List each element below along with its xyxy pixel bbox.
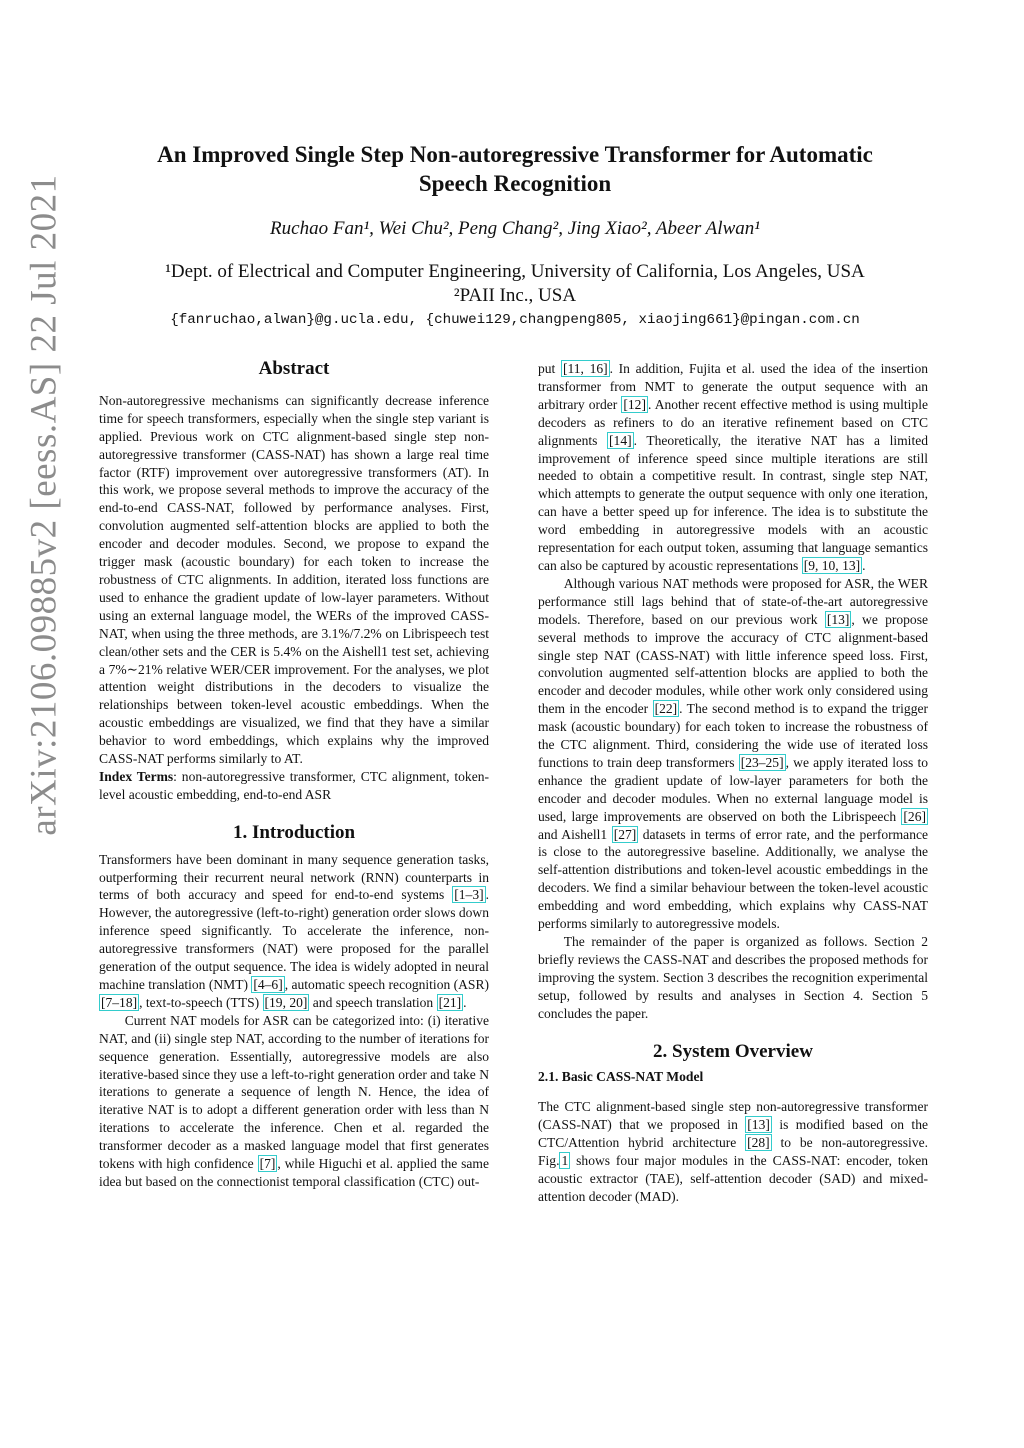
arxiv-id: arXiv:2106.09885v2 [eess.AS] 22 Jul 2021 <box>23 174 65 836</box>
authors: Ruchao Fan¹, Wei Chu², Peng Chang², Jing Xiao², Abeer Alwan¹ <box>270 218 760 239</box>
citation-link[interactable]: [13] <box>747 1117 770 1133</box>
citation-link[interactable]: [14] <box>609 432 632 448</box>
text-span: . However, the autoregressive (left-to-right) generation order slows down inference speed significantly. To accelerate the inference, non-autoregressive transformers (NAT) were proposed for the parallel generation of the output sequence. The idea is widely adopted in neural machine translation (NMT) <box>99 887 489 992</box>
figure-link[interactable]: 1 <box>561 1153 569 1169</box>
text-span: shows four major modules in the CASS-NAT: encoder, token acoustic extractor (TAE), self-attention decoder (SAD) and mixed-attention decoder (MAD). <box>538 1153 928 1204</box>
text-span: Transformers have been dominant in many sequence generation tasks, outperforming their recurrent neural network (RNN) counterparts in terms of both accuracy and speed for end-to-end systems <box>99 851 489 903</box>
citation-link[interactable]: [21] <box>438 994 462 1010</box>
citation-link[interactable]: [13] <box>826 611 850 627</box>
text-span: , we apply iterated loss to enhance the gradient update of low-layer parameters for both the encoder and decoder modules. When no external language model is used, large improvements are observed on both the Librispeech <box>538 754 928 824</box>
citation-link[interactable]: [22] <box>654 701 678 717</box>
text-span: . <box>463 994 467 1010</box>
abstract-heading: Abstract <box>258 358 330 379</box>
text-span: , text-to-speech (TTS) <box>139 994 263 1010</box>
left-column <box>99 360 489 1191</box>
right-paragraph-1 <box>538 360 928 575</box>
section-2-heading: 2. System Overview <box>653 1040 813 1062</box>
index-terms-label: Index Terms <box>99 768 174 784</box>
affiliation-1: ¹Dept. of Electrical and Computer Engineering, University of California, Los Angeles, USA <box>165 261 865 282</box>
right-paragraph-2 <box>538 575 928 933</box>
text-span: to be non-autoregressive. Fig. <box>538 1135 928 1169</box>
affiliation-2: ²PAII Inc., USA <box>453 285 577 306</box>
text-span: The CTC alignment-based single step non-autoregressive transformer (CASS-NAT) that we proposed in <box>538 1099 928 1133</box>
citation-link[interactable]: [23–25] <box>740 754 784 770</box>
intro-paragraph-1 <box>99 851 489 1012</box>
text-span: datasets in terms of error rate, and the performance is close to the autoregressive baseline. Additionally, we analyse the self-attention distributions and token-level acoustic embeddings in the decoders. We find a similar behaviour between the token-level acoustic embedding and word embedding, which explains why CASS-NAT performs similarly to autoregressive models. <box>538 826 928 932</box>
citation-link[interactable]: [28] <box>747 1135 770 1151</box>
text-span: , automatic speech recognition (ASR) <box>284 977 490 992</box>
citation-link[interactable]: [7] <box>259 1156 276 1172</box>
paper-title <box>100 140 930 198</box>
emails: {fanruchao,alwan}@g.ucla.edu, {chuwei129,changpeng805, xiaojing661}@pingan.com.cn <box>170 312 860 328</box>
section-2-1-heading: 2.1. Basic CASS-NAT Model <box>538 1069 704 1085</box>
citation-link[interactable]: [12] <box>623 396 646 412</box>
intro-paragraph-2 <box>99 1012 489 1191</box>
text-span: . In addition, Fujita et al. used the idea of the insertion transformer from NMT to generate the output sequence with an arbitrary order <box>538 361 928 412</box>
affiliations <box>100 260 930 308</box>
text-span: . Another recent effective method is using multiple decoders as refiners to do an iterative refinement based on CTC alignments <box>538 396 928 448</box>
index-terms-text: : non-autoregressive transformer, CTC alignment, token-level acoustic embedding, end-to-end ASR <box>99 768 489 802</box>
citation-link[interactable]: [19, 20] <box>264 994 308 1010</box>
citation-link[interactable]: [26] <box>903 808 926 824</box>
text-span: , we propose several methods to improve the accuracy of CTC alignment-based single step NAT (CASS-NAT) with little inference speed loss. First, convolution augmented self-attention blocks are applied to both the encoder and decoder modules, while other work only considered using them in the encoder <box>538 611 928 717</box>
text-span: and Aishell1 <box>538 826 612 842</box>
text-span: . Theoretically, the iterative NAT has a limited improvement of inference speed since multiple iterations are still needed to obtain a competitive result. In contrast, single step NAT, which attempts to generate the output sequence with only one iteration, can have a better speed up for inference. The idea is to substitute the word embedding in autoregressive models with an acoustic representation for each output token, assuming that language semantics can also be captured by acoustic representations <box>538 432 928 573</box>
arxiv-stamp <box>14 0 74 1050</box>
citation-link[interactable]: [9, 10, 13] <box>803 557 861 573</box>
title-line-1: An Improved Single Step Non-autoregressive Transformer for Automatic <box>157 142 873 167</box>
citation-link[interactable]: [1–3] <box>454 887 484 903</box>
index-terms <box>99 768 489 804</box>
text-span: . The second method is to expand the trigger mask (acoustic boundary) for each token to increase the robustness of the CTC alignment. Third, considering the wide use of iterated loss functions to train deep transformers <box>538 701 929 770</box>
title-line-2: Speech Recognition <box>418 171 612 196</box>
text-span: . <box>862 557 866 573</box>
text-span: , while Higuchi et al. applied the same idea but based on the connectionist temporal classification (CTC) out- <box>99 1156 489 1189</box>
text-span: Current NAT models for ASR can be categorized into: (i) iterative NAT, and (ii) single step NAT, according to the number of iterations for sequence generation. Essentially, autoregressive models are also iterative-based since they use a left-to-right generation order and take N iterations to generate a sequence of length N. Hence, the idea of iterative NAT is to adopt a different generation order with less than N iterations to accelerate the inference. Chen et al. regarded the transformer decoder as a masked language model that first generates tokens with high confidence <box>99 1012 489 1172</box>
right-paragraph-3: The remainder of the paper is organized as follows. Section 2 briefly reviews the CASS-NAT and describes the proposed methods for improving the system. Section 3 describes the recognition experimental setup, followed by results and analyses in Section 4. Section 5 concludes the paper. <box>538 934 928 1021</box>
abstract-text: Non-autoregressive mechanisms can significantly decrease inference time for speech transformers, especially when the single step variant is applied. Previous work on CTC alignment-based single step non-autoregressive transformer (CASS-NAT) has shown a large real time factor (RTF) improvement over autoregressive transformers (AT). In this work, we propose several methods to improve the accuracy of the end-to-end CASS-NAT, followed by performance analyses. First, convolution augmented self-attention blocks are applied to both the encoder and decoder modules. Second, we propose to expand the trigger mask (acoustic boundary) for each token to increase the robustness of CTC alignments. In addition, iterated loss functions are used to enhance the gradient update of low-layer parameters. Without using an external language model, the WERs of the improved CASS-NAT, when using the three methods, are 3.1%/7.2% on Librispeech test clean/other sets and the CER is 5.4% on the Aishell1 test set, achieving a 7%∼21% relative WER/CER improvement. For the analyses, we plot attention weight distributions in the decoders to visualize the relationships between token-level acoustic embeddings. When the acoustic embeddings are visualized, we find that they have a similar behavior to word embeddings, which explains why the improved CASS-NAT performs similarly to AT. <box>99 392 489 767</box>
citation-link[interactable]: [4–6] <box>253 977 283 992</box>
citation-link[interactable]: [7–18] <box>101 994 138 1010</box>
citation-link[interactable]: [11, 16] <box>562 361 608 376</box>
text-span: Although various NAT methods were proposed for ASR, the WER performance still lags behind that of state-of-the-art autoregressive models. Therefore, based on our previous work <box>538 575 928 627</box>
text-span: is modified based on the CTC/Attention hybrid architecture <box>538 1117 928 1151</box>
text-span: put <box>538 361 561 376</box>
citation-link[interactable]: [27] <box>613 826 637 842</box>
right-paragraph-4 <box>538 1098 928 1205</box>
intro-heading: 1. Introduction <box>232 821 356 843</box>
text-span: and speech translation <box>309 994 437 1010</box>
right-column <box>538 360 928 1206</box>
